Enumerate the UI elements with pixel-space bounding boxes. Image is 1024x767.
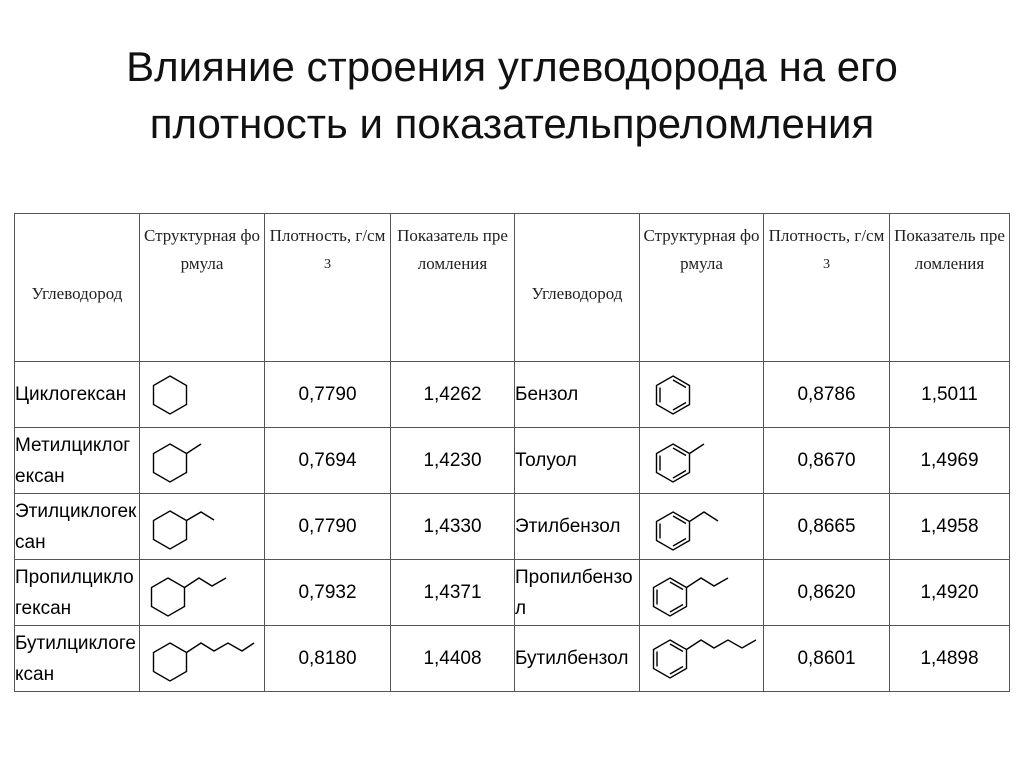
- header-formula-2: Структурная формула: [640, 214, 764, 362]
- methylcyclohexane-structure: [140, 428, 265, 494]
- title-line-2: плотность и показательпреломления: [149, 100, 875, 147]
- butylbenzene-structure: [640, 626, 764, 692]
- cyclo-density: 0,7694: [265, 428, 391, 494]
- aroma-refraction: 1,4920: [890, 560, 1010, 626]
- cyclo-density: 0,8180: [265, 626, 391, 692]
- cyclo-refraction: 1,4330: [391, 494, 515, 560]
- aroma-refraction: 1,5011: [890, 362, 1010, 428]
- cyclo-density: 0,7790: [265, 362, 391, 428]
- hydrocarbon-properties-table: [14, 213, 1010, 692]
- header-refraction-2: Показатель преломления: [890, 214, 1010, 362]
- ethylbenzene-structure: [640, 494, 764, 560]
- header-density-2: [764, 214, 890, 362]
- aroma-refraction: 1,4958: [890, 494, 1010, 560]
- benzene-structure: [640, 362, 764, 428]
- ethylcyclohexane-structure: [140, 494, 265, 560]
- header-density-label: Плотность, г/см: [269, 226, 386, 245]
- title-line-1: Влияние строения углеводорода на его: [126, 43, 898, 90]
- cyclo-density: 0,7932: [265, 560, 391, 626]
- propylcyclohexane-structure: [140, 560, 265, 626]
- table-row: [15, 494, 1010, 560]
- table-row: [15, 626, 1010, 692]
- aroma-refraction: 1,4969: [890, 428, 1010, 494]
- cyclo-name: Этилциклогексан: [15, 494, 140, 560]
- aroma-name: Пропилбензол: [515, 560, 640, 626]
- table-row: [15, 362, 1010, 428]
- cyclo-refraction: 1,4230: [391, 428, 515, 494]
- cyclo-refraction: 1,4408: [391, 626, 515, 692]
- butylcyclohexane-structure: [140, 626, 265, 692]
- cyclo-refraction: 1,4371: [391, 560, 515, 626]
- slide-title: [0, 38, 1024, 152]
- cyclo-name: Бутилциклогексан: [15, 626, 140, 692]
- table-row: [15, 428, 1010, 494]
- aroma-density: 0,8670: [764, 428, 890, 494]
- header-hydrocarbon: Углеводород: [15, 214, 140, 362]
- aroma-name: Бутилбензол: [515, 626, 640, 692]
- aroma-density: 0,8620: [764, 560, 890, 626]
- cyclo-name: Пропилциклогексан: [15, 560, 140, 626]
- propylbenzene-structure: [640, 560, 764, 626]
- table-row: [15, 560, 1010, 626]
- toluene-structure: [640, 428, 764, 494]
- header-density-sup: 3: [323, 256, 332, 272]
- aroma-density: 0,8601: [764, 626, 890, 692]
- header-density-label-2: Плотность, г/см: [768, 226, 885, 245]
- cyclohexane-structure: [140, 362, 265, 428]
- header-formula: Структурная формула: [140, 214, 265, 362]
- aroma-density: 0,8665: [764, 494, 890, 560]
- header-row: [15, 214, 1010, 362]
- aroma-name: Толуол: [515, 428, 640, 494]
- cyclo-refraction: 1,4262: [391, 362, 515, 428]
- header-hydrocarbon-2: Углеводород: [515, 214, 640, 362]
- header-density: [265, 214, 391, 362]
- aroma-refraction: 1,4898: [890, 626, 1010, 692]
- header-refraction: Показатель преломления: [391, 214, 515, 362]
- aroma-density: 0,8786: [764, 362, 890, 428]
- cyclo-name: Метилциклогексан: [15, 428, 140, 494]
- cyclo-name: Циклогексан: [15, 362, 140, 428]
- aroma-name: Бензол: [515, 362, 640, 428]
- header-density-sup-2: 3: [822, 256, 831, 272]
- aroma-name: Этилбензол: [515, 494, 640, 560]
- cyclo-density: 0,7790: [265, 494, 391, 560]
